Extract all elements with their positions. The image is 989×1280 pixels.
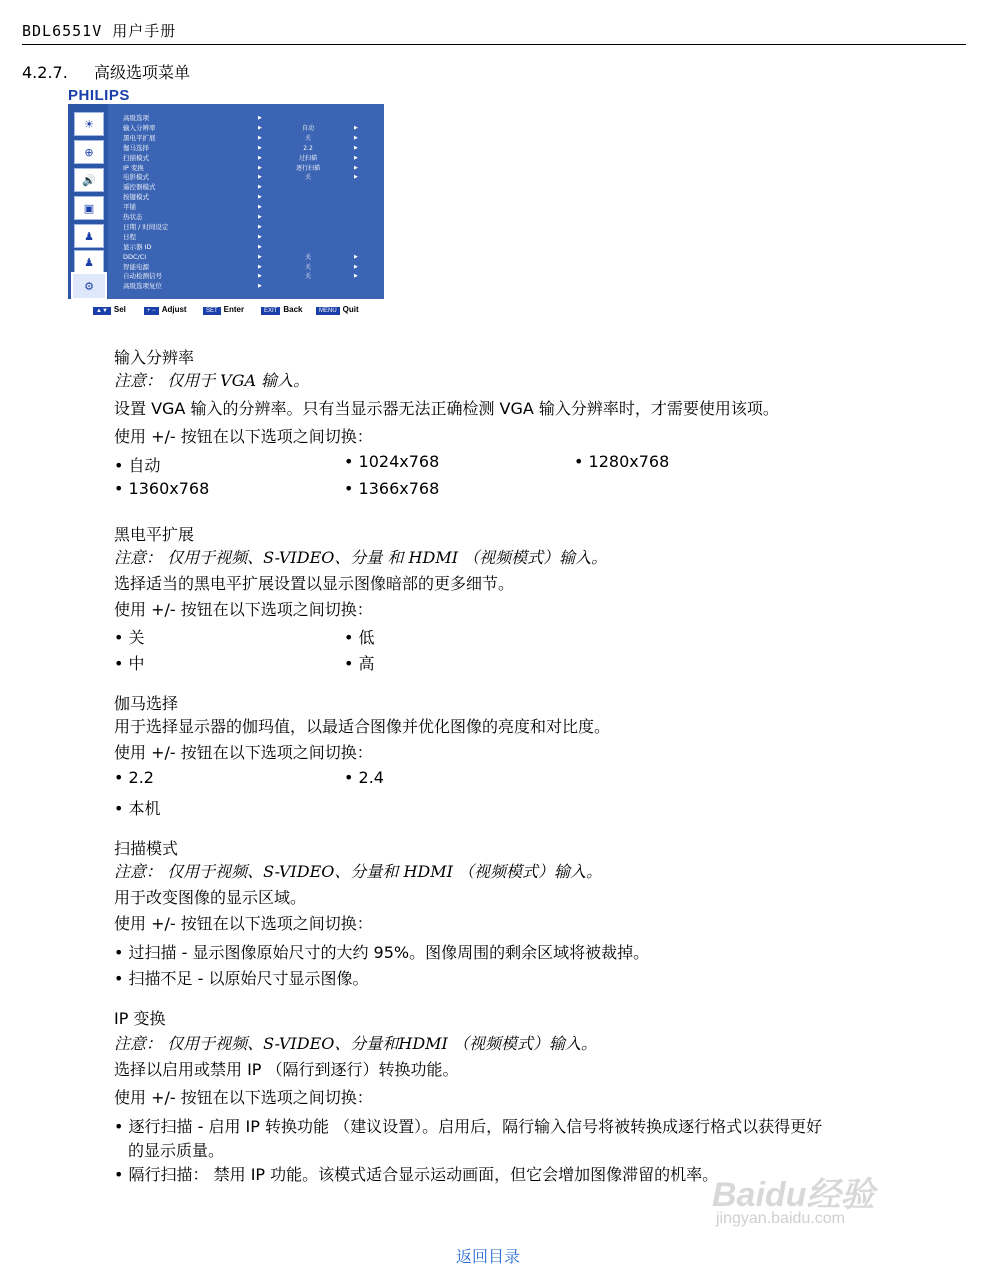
osd-value-arrow-icon: ▶ (354, 273, 358, 280)
s2-opt: • 关 (114, 628, 145, 647)
header-divider (22, 44, 966, 45)
s5-opt1: • 逐行扫描 - 启用 IP 转换功能 （建议设置）。启用后，隔行输入信号将被转换成逐行格式以获得更好 (114, 1117, 823, 1136)
osd-row-label: 高级选项复位 (123, 282, 162, 291)
osd-row-value: 关 (304, 174, 311, 182)
config1-icon: ♟ (74, 224, 104, 248)
config2-icon: ♟ (74, 250, 104, 274)
osd-row-label: 平铺 (123, 203, 136, 212)
s3-desc: 用于选择显示器的伽玛值，以最适合图像并优化图像的亮度和对比度。 (114, 717, 611, 736)
osd-row-label: DDC/CI (123, 252, 147, 261)
s1-opt: • 1360x768 (114, 479, 210, 498)
osd-row-label: 热状态 (123, 213, 143, 221)
osd-row-arrow-icon: ▶ (258, 144, 262, 151)
osd-key-item (203, 305, 244, 315)
osd-key-label: Adjust (161, 305, 187, 314)
baidu-watermark: Baidu经验 (712, 1176, 875, 1214)
s1-opt: • 1366x768 (344, 479, 440, 498)
osd-value-arrow-icon: ▶ (354, 164, 358, 171)
osd-row-label: 伽马选择 (123, 143, 149, 152)
screen-icon: ⊕ (74, 140, 104, 164)
s4-title: 扫描模式 (114, 839, 179, 858)
osd-row-label: 显示器 ID (123, 242, 152, 251)
osd-row-label: 日程 (123, 232, 136, 241)
doc-header-title: BDL6551V 用户手册 (22, 22, 177, 40)
osd-value-arrow-icon: ▶ (354, 253, 358, 260)
osd-key-label: Back (283, 305, 303, 314)
osd-key-badge: + − (144, 307, 159, 315)
s1-opt: • 1280x768 (574, 452, 670, 471)
osd-key-label: Sel (113, 305, 126, 314)
baidu-watermark-url: jingyan.baidu.com (716, 1210, 845, 1227)
s1-note: 注意： 仅用于 VGA 输入。 (114, 371, 310, 390)
section-number: 4.2.7. (22, 63, 68, 82)
section-heading (22, 60, 190, 83)
osd-row-arrow-icon: ▶ (258, 194, 262, 201)
picture-icon: ☀ (74, 112, 104, 136)
osd-row-value: 关 (304, 273, 311, 281)
osd-row-arrow-icon: ▶ (258, 214, 262, 220)
s2-note: 注意： 仅用于视频、S-VIDEO、分量 和 HDMI （视频模式）输入。 (114, 548, 608, 567)
osd-row-arrow-icon: ▶ (258, 223, 262, 230)
osd-row-label: 遥控器模式 (123, 183, 156, 192)
osd-row-label: 黑电平扩展 (123, 133, 156, 142)
osd-row-value: 过扫描 (298, 154, 317, 162)
s1-use: 使用 +/- 按钮在以下选项之间切换： (114, 427, 373, 446)
s3-opt: • 本机 (114, 799, 161, 818)
s1-desc: 设置 VGA 输入的分辨率。只有当显示器无法正确检测 VGA 输入分辨率时，才需要使用该项。 (114, 399, 779, 418)
s3-opt: • 2.4 (344, 768, 384, 787)
s5-opt2: • 隔行扫描： 禁用 IP 功能。该模式适合显示运动画面，但它会增加图像滞留的机率。 (114, 1165, 719, 1184)
s4-opt: • 过扫描 - 显示图像原始尺寸的大约 95%。图像周围的剩余区域将被裁掉。 (114, 943, 650, 962)
osd-key-item (316, 305, 359, 315)
osd-key-item (144, 305, 187, 315)
s3-title: 伽马选择 (114, 694, 179, 713)
s1-title: 输入分辨率 (114, 348, 195, 367)
osd-sidebar (68, 104, 108, 299)
s2-use: 使用 +/- 按钮在以下选项之间切换： (114, 600, 373, 619)
osd-row-value: 关 (304, 253, 311, 261)
osd-row-label: 高级选项 (123, 114, 149, 122)
osd-value-arrow-icon: ▶ (354, 263, 358, 270)
osd-row-arrow-icon: ▶ (258, 204, 262, 211)
osd-row-label: 智能电源 (123, 262, 149, 271)
osd-row-arrow-icon: ▶ (258, 174, 262, 181)
osd-value-arrow-icon: ▶ (354, 174, 358, 181)
s5-desc: 选择以启用或禁用 IP （隔行到逐行）转换功能。 (114, 1060, 459, 1079)
osd-row-label: 电影模式 (123, 173, 149, 182)
osd-value-arrow-icon: ▶ (354, 134, 358, 141)
s2-desc: 选择适当的黑电平扩展设置以显示图像暗部的更多细节。 (114, 574, 515, 593)
s3-opt: • 2.2 (114, 768, 154, 787)
osd-row-arrow-icon: ▶ (258, 134, 262, 141)
osd-key-label: Enter (223, 305, 245, 314)
osd-row-label: 输入分辨率 (123, 123, 156, 132)
osd-row-arrow-icon: ▶ (258, 115, 262, 121)
pip-icon: ▣ (74, 196, 104, 220)
philips-logo: PHILIPS (68, 87, 130, 104)
osd-key-label: Quit (342, 305, 359, 314)
s5-opt1-cont: 的显示质量。 (128, 1141, 225, 1160)
osd-row-arrow-icon: ▶ (258, 154, 262, 161)
s1-opt: • 1024x768 (344, 452, 440, 471)
osd-menu-image (68, 104, 384, 299)
s4-note: 注意： 仅用于视频、S-VIDEO、分量和 HDMI （视频模式）输入。 (114, 862, 603, 881)
osd-row-value: 关 (304, 134, 311, 142)
osd-row-label: 日期 / 时间设定 (123, 222, 169, 231)
osd-row-arrow-icon: ▶ (258, 124, 262, 131)
osd-row-value: 自动 (301, 124, 314, 132)
s5-title: IP 变换 (114, 1009, 166, 1028)
osd-row-arrow-icon: ▶ (258, 253, 262, 260)
osd-row-label: 按键模式 (123, 193, 149, 202)
s1-opt: • 自动 (114, 456, 161, 475)
osd-key-badge: MENU (316, 307, 340, 315)
advanced-option-icon: ⚙ (71, 272, 107, 300)
s5-note: 注意： 仅用于视频、S-VIDEO、分量和HDMI （视频模式）输入。 (114, 1034, 597, 1053)
osd-key-badge: SET (203, 307, 221, 315)
s2-opt: • 低 (344, 628, 375, 647)
osd-row-label: 扫描模式 (123, 153, 149, 162)
s4-desc: 用于改变图像的显示区域。 (114, 888, 307, 907)
s3-use: 使用 +/- 按钮在以下选项之间切换： (114, 743, 373, 762)
osd-row-label: 自动检测信号 (123, 272, 162, 281)
osd-key-item (261, 305, 302, 315)
s2-opt: • 中 (114, 654, 145, 673)
osd-row-arrow-icon: ▶ (258, 263, 262, 270)
s5-use: 使用 +/- 按钮在以下选项之间切换： (114, 1088, 373, 1107)
back-to-contents-link[interactable]: 返回目录 (456, 1247, 521, 1266)
osd-row-arrow-icon: ▶ (258, 273, 262, 280)
osd-row-arrow-icon: ▶ (258, 233, 262, 240)
osd-row-label: IP 变换 (123, 163, 144, 172)
s4-use: 使用 +/- 按钮在以下选项之间切换： (114, 914, 373, 933)
section-title: 高级选项菜单 (94, 63, 191, 82)
osd-row-value: 2.2 (303, 144, 313, 152)
osd-key-item (93, 305, 126, 315)
s2-title: 黑电平扩展 (114, 525, 195, 544)
s4-opt: • 扫描不足 - 以原始尺寸显示图像。 (114, 969, 369, 988)
osd-row-arrow-icon: ▶ (258, 164, 262, 171)
osd-row-arrow-icon: ▶ (258, 243, 262, 250)
osd-value-arrow-icon: ▶ (354, 154, 358, 161)
osd-value-arrow-icon: ▶ (354, 124, 358, 131)
osd-key-badge: ▲▼ (93, 307, 111, 315)
osd-row-arrow-icon: ▶ (258, 283, 262, 290)
osd-row-arrow-icon: ▶ (258, 184, 262, 191)
osd-row-value: 关 (304, 263, 311, 271)
s2-opt: • 高 (344, 654, 375, 673)
osd-row-value: 逐行扫描 (295, 164, 320, 172)
osd-value-arrow-icon: ▶ (354, 144, 358, 151)
audio-icon: 🔊 (74, 168, 104, 192)
osd-key-badge: EXIT (261, 307, 280, 315)
